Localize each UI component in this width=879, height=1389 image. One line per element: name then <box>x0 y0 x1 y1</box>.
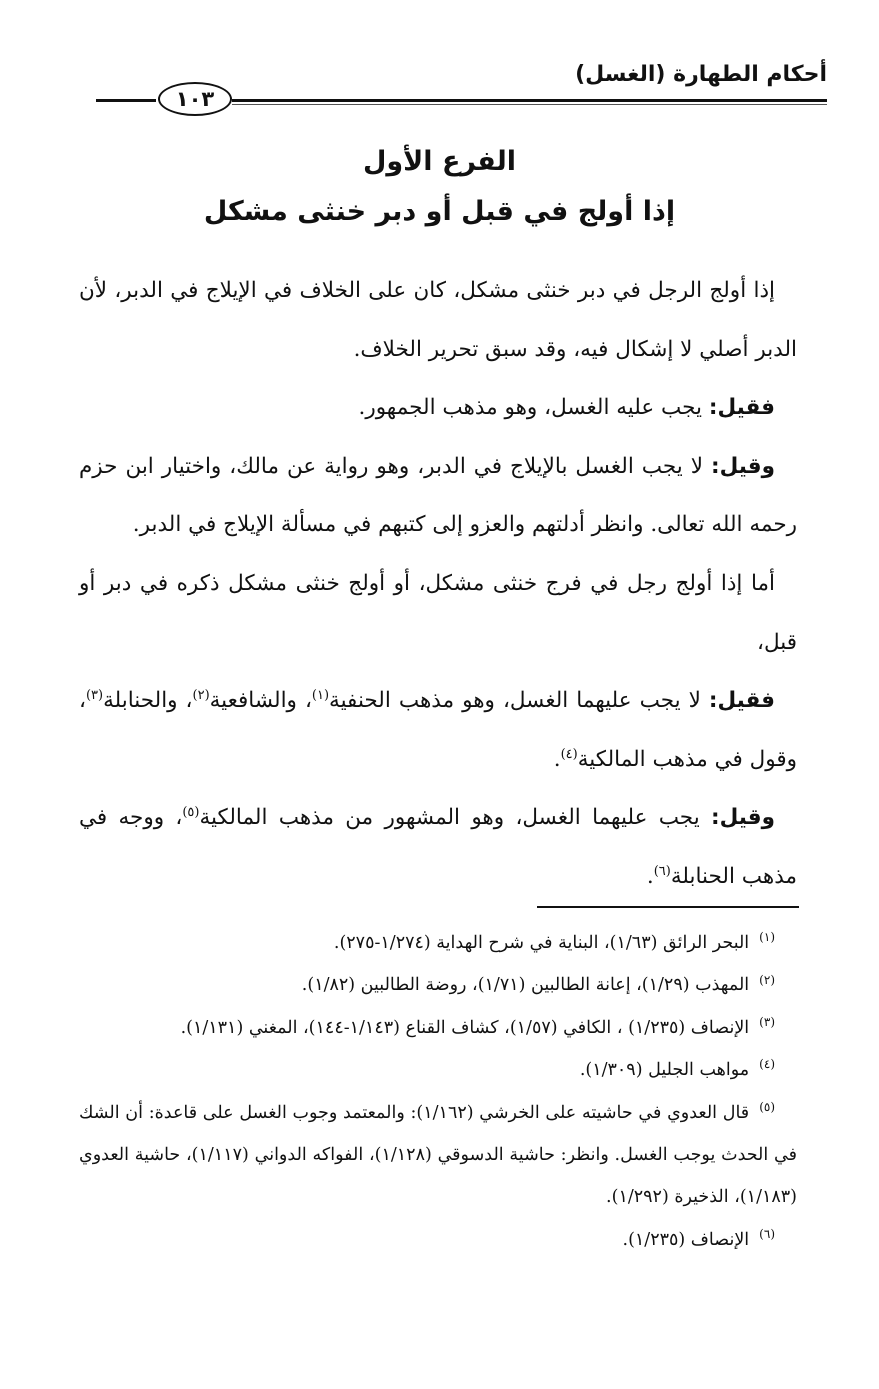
footnotes <box>79 922 797 1261</box>
section-title: إذا أولج في قبل أو دبر خنثى مشكل <box>203 196 676 227</box>
footnote-5-mark: (٥) <box>759 1099 776 1114</box>
paragraph-6-text-a: يجب عليهما الغسل، وهو المشهور من مذهب المالكية <box>199 805 711 831</box>
paragraph-5-text-a: لا يجب عليهما الغسل، وهو مذهب الحنفية <box>329 688 709 714</box>
footnote-1 <box>79 922 797 964</box>
paragraph-6-text-c: . <box>646 863 654 889</box>
paragraph-6-lead: وقيل: <box>710 805 775 831</box>
footnote-4 <box>79 1049 797 1091</box>
footnote-3 <box>79 1007 797 1049</box>
footnote-3-text: الإنصاف (١/٢٣٥) ، الكافي (١/٥٧)، كشاف القناع (١/١٤٣-١٤٤)، المغني (١/١٣١). <box>180 1017 750 1038</box>
footnote-ref-5[interactable]: (٥) <box>182 805 200 821</box>
header-rule-thin <box>232 104 827 105</box>
footnote-ref-1[interactable]: (١) <box>311 688 330 703</box>
header-rule-left <box>96 99 156 102</box>
paragraph-3-text: لا يجب الغسل بالإيلاج في الدبر، وهو رواية عن مالك، واختيار ابن حزم رحمه الله تعالى. وانظر أدلتهم والعزو إلى كتبهم في مسألة الإيلاج في الدبر. <box>79 453 797 538</box>
paragraph-5-lead: فقيل: <box>708 688 775 714</box>
footnote-ref-4[interactable]: (٤) <box>560 746 578 762</box>
footnote-6-text: الإنصاف (١/٢٣٥). <box>622 1229 750 1250</box>
footnote-2-text: المهذب (١/٢٩)، إعانة الطالبين (١/٧١)، روضة الطالبين (١/٨٢). <box>301 975 750 996</box>
section-heading: الفرع الأول <box>362 146 517 177</box>
footnote-4-mark: (٤) <box>759 1057 775 1072</box>
paragraph-2-lead: فقيل: <box>708 395 775 421</box>
paragraph-6-text-b: ، ووجه في مذهب الحنابلة <box>79 805 797 889</box>
footnote-separator <box>537 906 799 908</box>
paragraph-5 <box>79 672 797 789</box>
footnote-5 <box>79 1092 797 1219</box>
footnote-ref-2[interactable]: (٢) <box>192 688 210 703</box>
footnote-1-mark: (١) <box>759 930 775 945</box>
running-header-title: أحكام الطهارة (الغسل) <box>575 62 827 87</box>
main-text <box>79 262 797 907</box>
page-number: ١٠٣ <box>158 82 232 116</box>
footnote-4-text: مواهب الجليل (١/٣٠٩). <box>579 1060 750 1081</box>
footnote-3-mark: (٣) <box>759 1014 775 1029</box>
paragraph-5-text-d: ، وقول في مذهب المالكية <box>79 688 797 772</box>
paragraph-5-text-c: ، والحنابلة <box>103 688 193 714</box>
footnote-1-text: البحر الرائق (١/٦٣)، البناية في شرح الهداية (١/٢٧٤-٢٧٥). <box>333 933 750 953</box>
paragraph-2 <box>79 379 797 438</box>
footnote-2 <box>79 964 797 1006</box>
paragraph-5-text-b: ، والشافعية <box>209 688 312 714</box>
footnote-2-mark: (٢) <box>759 972 775 987</box>
paragraph-2-text: يجب عليه الغسل، وهو مذهب الجمهور. <box>358 395 709 421</box>
paragraph-3-lead: وقيل: <box>710 453 775 479</box>
paragraph-6 <box>79 789 797 906</box>
paragraph-3 <box>79 438 797 555</box>
footnote-6 <box>79 1219 797 1261</box>
footnote-5-text: قال العدوي في حاشيته على الخرشي (١/١٦٢): والمعتمد وجوب الغسل على قاعدة: أن الشك في الحدث يوجب الغسل. وانظر: حاشية الدسوقي (١/١٢٨)، الفواكه الدواني (١/١١٧)، حاشية العدوي (١/١٨٣)، الذخيرة (١/٢٩٢). <box>79 1102 797 1208</box>
paragraph-1: إذا أولج الرجل في دبر خنثى مشكل، كان على الخلاف في الإيلاج في الدبر، لأن الدبر أصلي لا إشكال فيه، وقد سبق تحرير الخلاف. <box>79 278 797 362</box>
footnote-ref-3[interactable]: (٣) <box>85 688 104 703</box>
footnote-6-mark: (٦) <box>759 1227 775 1242</box>
paragraph-4: أما إذا أولج رجل في فرج خنثى مشكل، أو أولج خنثى مشكل ذكره في دبر أو قبل، <box>79 570 797 655</box>
header-rule-thick <box>232 99 827 102</box>
footnote-ref-6[interactable]: (٦) <box>653 863 671 879</box>
paragraph-5-text-e: . <box>553 746 561 772</box>
